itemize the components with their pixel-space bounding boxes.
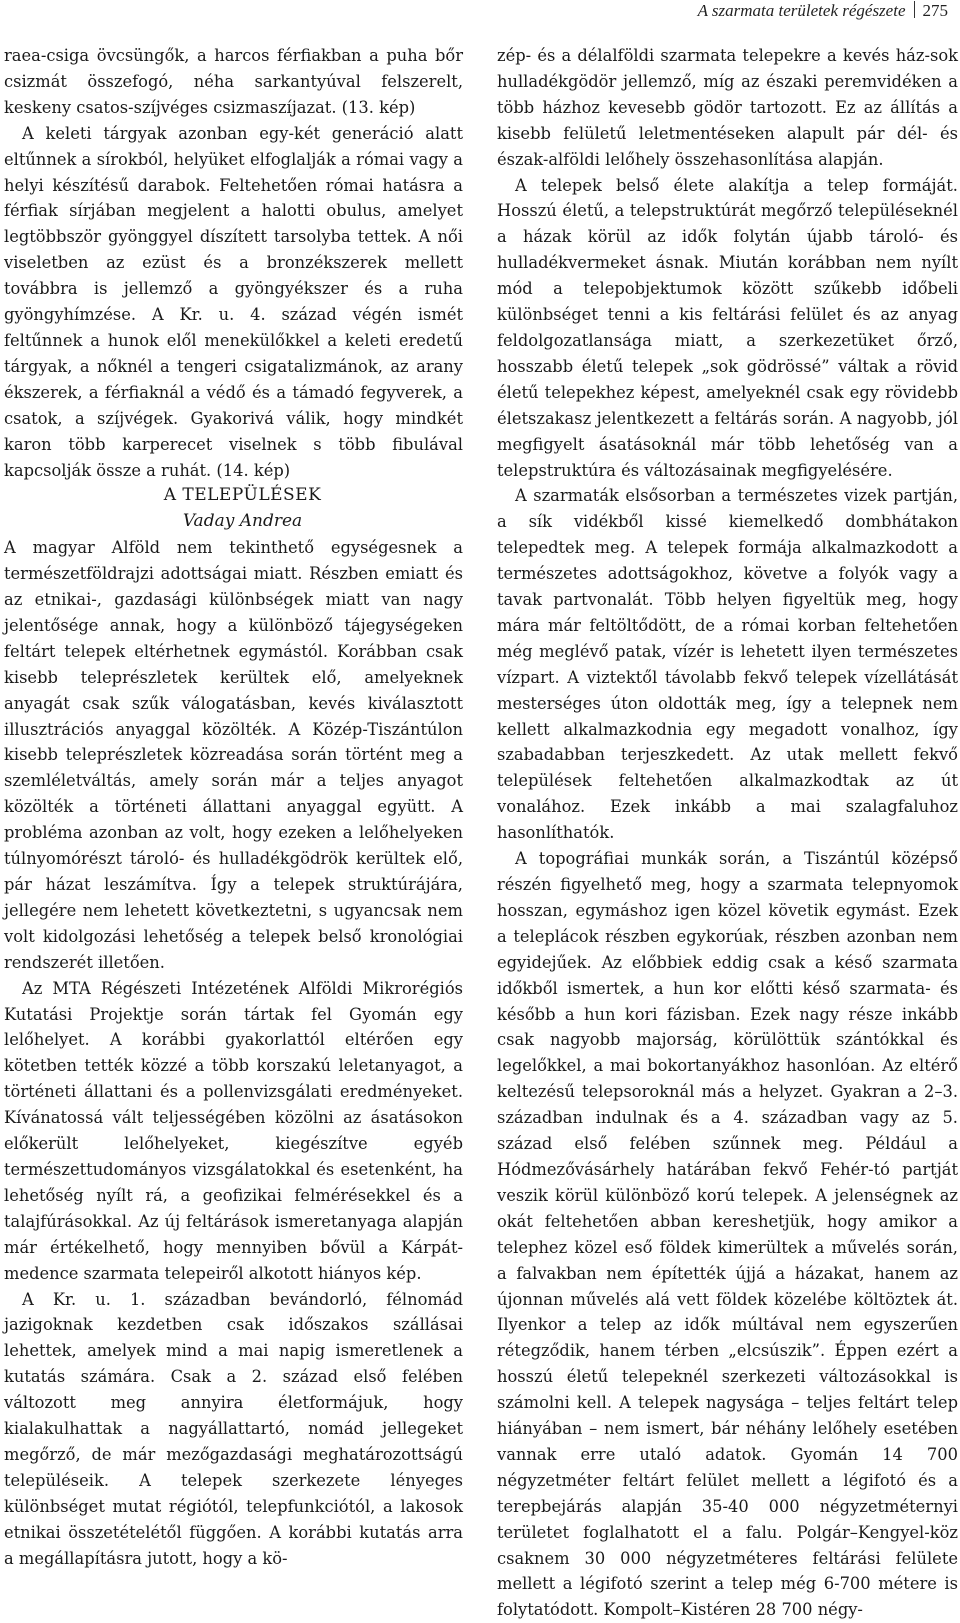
running-title: A szarmata területek régészete [697,1,906,20]
paragraph: A magyar Alföld nem tekinthető egységesnek a természetföldrajzi adottságai miatt. Részben emiatt és az etnikai-, gazdasági különbségek miatt van nagy jelentősége annak, hogy a különböző tájegységeken feltárt telepek eltérhetnek egymástól. Korábban csak kisebb teleprészletek kerültek elő, amelyeknek anyagát csak szűk válogatásban, kevés kiválasztott illusztrációs anyaggal közölték. A Közép-Tiszántúlon kisebb teleprészletek közreadása során történt meg a szemléletváltás, amely során már a teljes anyagot közölték a történeti állattani anyaggal együtt. A probléma azonban az volt, hogy ezeken a lelőhelyeken túlnyomórészt tároló- és hulladékgödrök kerültek elő, pár házat leszámítva. Így a telepek struktúrájára, jellegére nem lehetett következtetni, s ugyancsak nem volt kidolgozási lehetőség a telepek belső kronológiai rendszerét illetően. [4,538,463,972]
paragraph: raea-csiga övcsüngők, a harcos férfiakban a puha bőr csizmát összefogó, néha sarkantyúval felszerelt, keskeny csatos-szíjvéges csizmaszíjazat. (13. kép) [4,46,463,117]
section-title: A TELEPÜLÉSEK [163,485,322,506]
paragraph: A telepek belső élete alakítja a telep formáját. Hosszú életű, a telepstruktúrát megőrző településeknél a házak körül az idők folytán újabb tároló- és hulladékvermeket ásnak. Miután korábban nem nyílt mód a telepobjektumok között szűkebb időbeli különbséget tenni a kis feltárási felület és az anyag feldolgozatlansága miatt, a szerkezetüket őrző, hosszabb életű telepek „sok gödrössé” váltak a rövid életű telepekhez képest, amelyeknél csak egy rövidebb életszakasz jelentkezett a feltárás során. A nagyobb, jól megfigyelt ásatásoknál már több lehetőség van a telepstruktúra és változásainak megfigyelésére. [497,175,958,480]
running-header [698,0,948,22]
paragraph: A Kr. u. 1. században bevándorló, félnomád jazigoknak kezdetben csak időszakos szállásai lehettek, amelyek mind a mai napig ismeretlenek a kutatás számára. Csak a 2. század első felében változott meg annyira életformájuk, hogy kialakulhattak a nagyállattartó, nomád jellegeket megőrző, de már mezőgazdasági meghatározottságú településeik. A telepek szerkezete lényeges különbséget mutat régiótól, telepfunkciótól, a lakosok etnikai összetételétől függően. A korábbi kutatás arra a megállapításra jutott, hogy a kö- [4,1289,463,1568]
section-author: Vaday Andrea [182,511,303,532]
left-column [4,43,463,1571]
right-column [497,43,958,1623]
paragraph: Az MTA Régészeti Intézetének Alföldi Mikrorégiós Kutatási Projektje során tártak fel Gyomán egy lelőhelyet. A korábbi gyakorlattól eltérően egy kötetben tették közzé a több korszakú leletanyagot, a történeti állattani és a pollenvizsgálati eredményeket. Kívánatossá vált teljességében közölni az ásatásokon előkerült lelőhelyeket, kiegészítve egyéb természettudományos vizsgálatokkal és esetenként, ha lehetőség nyílt rá, a geofizikai felmérésekkel és a talajfúrásokkal. Az új feltárások ismeretanyaga alapján már értékelhető, hogy mennyiben bővül a Kárpát-medence szarmata telepeiről alkotott hiányos kép. [4,978,463,1283]
header-divider [914,1,915,18]
paragraph: A topográfiai munkák során, a Tiszántúl középső részén figyelhető meg, hogy a szarmata telepnyomok hosszan, egymáshoz igen közel követik egymást. Ezek a teleplácok részben egykorúak, részben azonban nem egyidejűek. Az előbbiek eddig csak a késő szarmata időkből ismertek, a hun kor előtti késő szarmata- és később a hun kori fázisban. Ezek nagy része inkább csak nagyobb majorság, körülöttük szántókkal és legelőkkel, a mai bokortanyákhoz hasonlóan. Az eltérő keltezésű telepsoroknál más a helyzet. Gyakran a 2–3. században indulnak és a 4. században vagy az 5. század első felében szűnnek meg. Például a Hódmezővásárhely határában fekvő Fehér-tó partját veszik körül különböző korú telepek. A jelenségnek az okát feltehetően abban kereshetjük, hogy amikor a telephez közel eső földek kimerültek a művelés során, a falvakban nem építették újjá a házakat, hanem az újonnan művelés alá vett földek közelébe költöztek át. Ilyenkor a telep az idők múltával nem egyszerűen rétegződik, hanem térben „elcsúszik”. Éppen ezért a hosszú életű telepeknél szerkezeti változásokkal is számolni kell. A telepek nagysága – teljes feltárt telep hiányában – nem ismert, bár néhány lelőhely esetében vannak erre utaló adatok. Gyomán 14 700 négyzetméter feltárt felület mellett a légifotó és a terepbejárás alapján 35-40 000 négyzetméternyi területet foglalhatott el a falu. Polgár–Kengyel-köz csaknem 30 000 négyzetméteres feltárási felülete mellett a légifotó szerint a telep még 6-700 métere is folytatódott. Kompolt–Kistéren 28 700 négy- [497,849,958,1620]
paragraph: A keleti tárgyak azonban egy-két generáció alatt eltűnnek a sírokból, helyüket elfoglalják a római vagy a helyi készítésű darabok. Feltehetően római hatásra a férfiak sírjában megjelent a halotti obulus, amelyet legtöbbször gyönggyel díszített tarsolyba tettek. A női viseletben az ezüst és a bronzékszerek mellett továbbra is jellemző a gyöngyékszer és a ruha gyöngyhímzése. A Kr. u. 4. század végén ismét feltűnnek a hunok elől menekülőkkel a keleti eredetű tárgyak, a nőknél a tengeri csigatalizmánok, az arany ékszerek, a férfiaknál a védő és a támadó fegyverek, a csatok, a szíjvégek. Gyakorivá válik, hogy mindkét karon több karperecet viselnek s több fibulával kapcsolják össze a ruhát. (14. kép) [4,123,463,480]
page-number: 275 [922,1,948,20]
paragraph: A szarmaták elsősorban a természetes vizek partján, a sík vidékből kissé kiemelkedő dombhátakon telepedtek meg. A telepek formája alkalmazkodott a természetes adottságokhoz, követve a folyók vagy a tavak partvonalát. Több helyen figyeltük meg, hogy mára már feltöltődött, de a római korban feltehetően még meglévő patak, vízér is lehetett ilyen természetes vízpart. A viztektől távolabb fekvő telepek vízellátását mesterséges úton oldották meg, így a telepnek nem kellett alkalmazkodnia egy megadott vonalhoz, így szabadabban terjeszkedett. Az utak mellett fekvő települések feltehetően alkalmazkodtak az út vonalához. Ezek inkább a mai szalagfaluhoz hasonlíthatók. [497,486,958,843]
paragraph: zép- és a délalföldi szarmata telepekre a kevés ház-sok hulladékgödör jellemző, míg az északi peremvidéken a több házhoz kevesebb gödör tartozott. Ez az állítás a kisebb felületű leletmentéseken alapult pár dél- és észak-alföldi lelőhely összehasonlítása alapján. [497,46,958,169]
